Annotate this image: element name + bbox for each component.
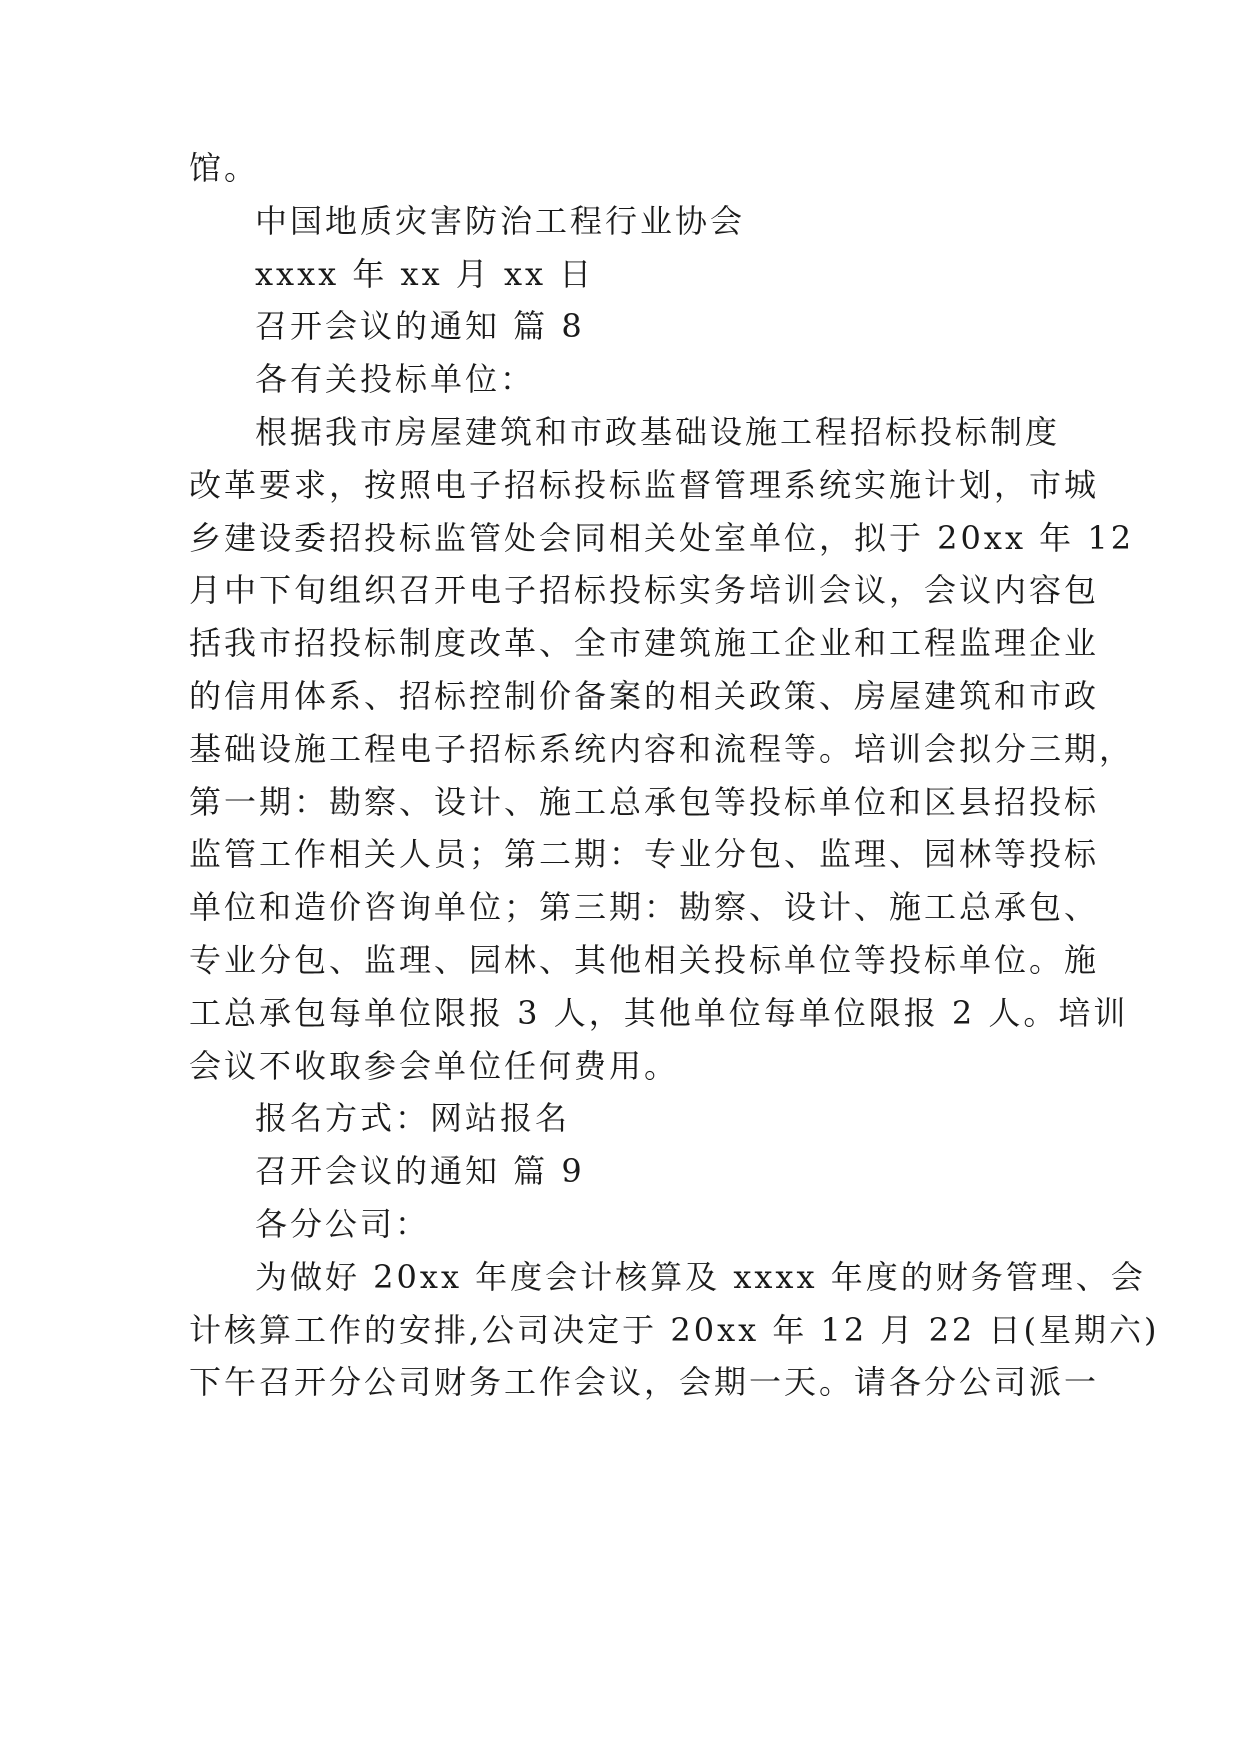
paragraph-line: 计核算工作的安排,公司决定于 20xx 年 12 月 22 日(星期六) bbox=[189, 1311, 1160, 1349]
paragraph-line: 专业分包、监理、园林、其他相关投标单位等投标单位。施 bbox=[189, 941, 1100, 979]
paragraph-line: 工总承包每单位限报 3 人，其他单位每单位限报 2 人。培训 bbox=[189, 994, 1129, 1032]
registration-method: 报名方式：网站报名 bbox=[255, 1099, 571, 1137]
section-heading: 召开会议的通知 篇 8 bbox=[255, 307, 585, 345]
paragraph-line: 第一期：勘察、设计、施工总承包等投标单位和区县招投标 bbox=[189, 783, 1100, 821]
issue-date: xxxx 年 xx 月 xx 日 bbox=[255, 255, 595, 293]
salutation: 各有关投标单位： bbox=[255, 360, 536, 398]
paragraph-line: 乡建设委招投标监管处会同相关处室单位，拟于 20xx 年 12 bbox=[189, 519, 1135, 557]
paragraph-line: 基础设施工程电子招标系统内容和流程等。培训会拟分三期， bbox=[189, 730, 1135, 768]
paragraph-line: 根据我市房屋建筑和市政基础设施工程招标投标制度 bbox=[255, 413, 1061, 451]
paragraph-line: 的信用体系、招标控制价备案的相关政策、房屋建筑和市政 bbox=[189, 677, 1100, 715]
paragraph-line: 月中下旬组织召开电子招标投标实务培训会议，会议内容包 bbox=[189, 571, 1100, 609]
paragraph-line: 改革要求，按照电子招标投标监督管理系统实施计划，市城 bbox=[189, 466, 1100, 504]
issuer-name: 中国地质灾害防治工程行业协会 bbox=[255, 202, 746, 240]
paragraph-line: 下午召开分公司财务工作会议，会期一天。请各分公司派一 bbox=[189, 1363, 1100, 1401]
paragraph-line: 单位和造价咨询单位；第三期：勘察、设计、施工总承包、 bbox=[189, 888, 1100, 926]
paragraph-line: 馆。 bbox=[189, 149, 260, 187]
section-heading: 召开会议的通知 篇 9 bbox=[255, 1152, 585, 1190]
paragraph-line: 监管工作相关人员；第二期：专业分包、监理、园林等投标 bbox=[189, 835, 1100, 873]
salutation: 各分公司： bbox=[255, 1205, 431, 1243]
paragraph-line: 为做好 20xx 年度会计核算及 xxxx 年度的财务管理、会 bbox=[255, 1258, 1146, 1296]
paragraph-line: 括我市招投标制度改革、全市建筑施工企业和工程监理企业 bbox=[189, 624, 1100, 662]
paragraph-line: 会议不收取参会单位任何费用。 bbox=[189, 1047, 680, 1085]
